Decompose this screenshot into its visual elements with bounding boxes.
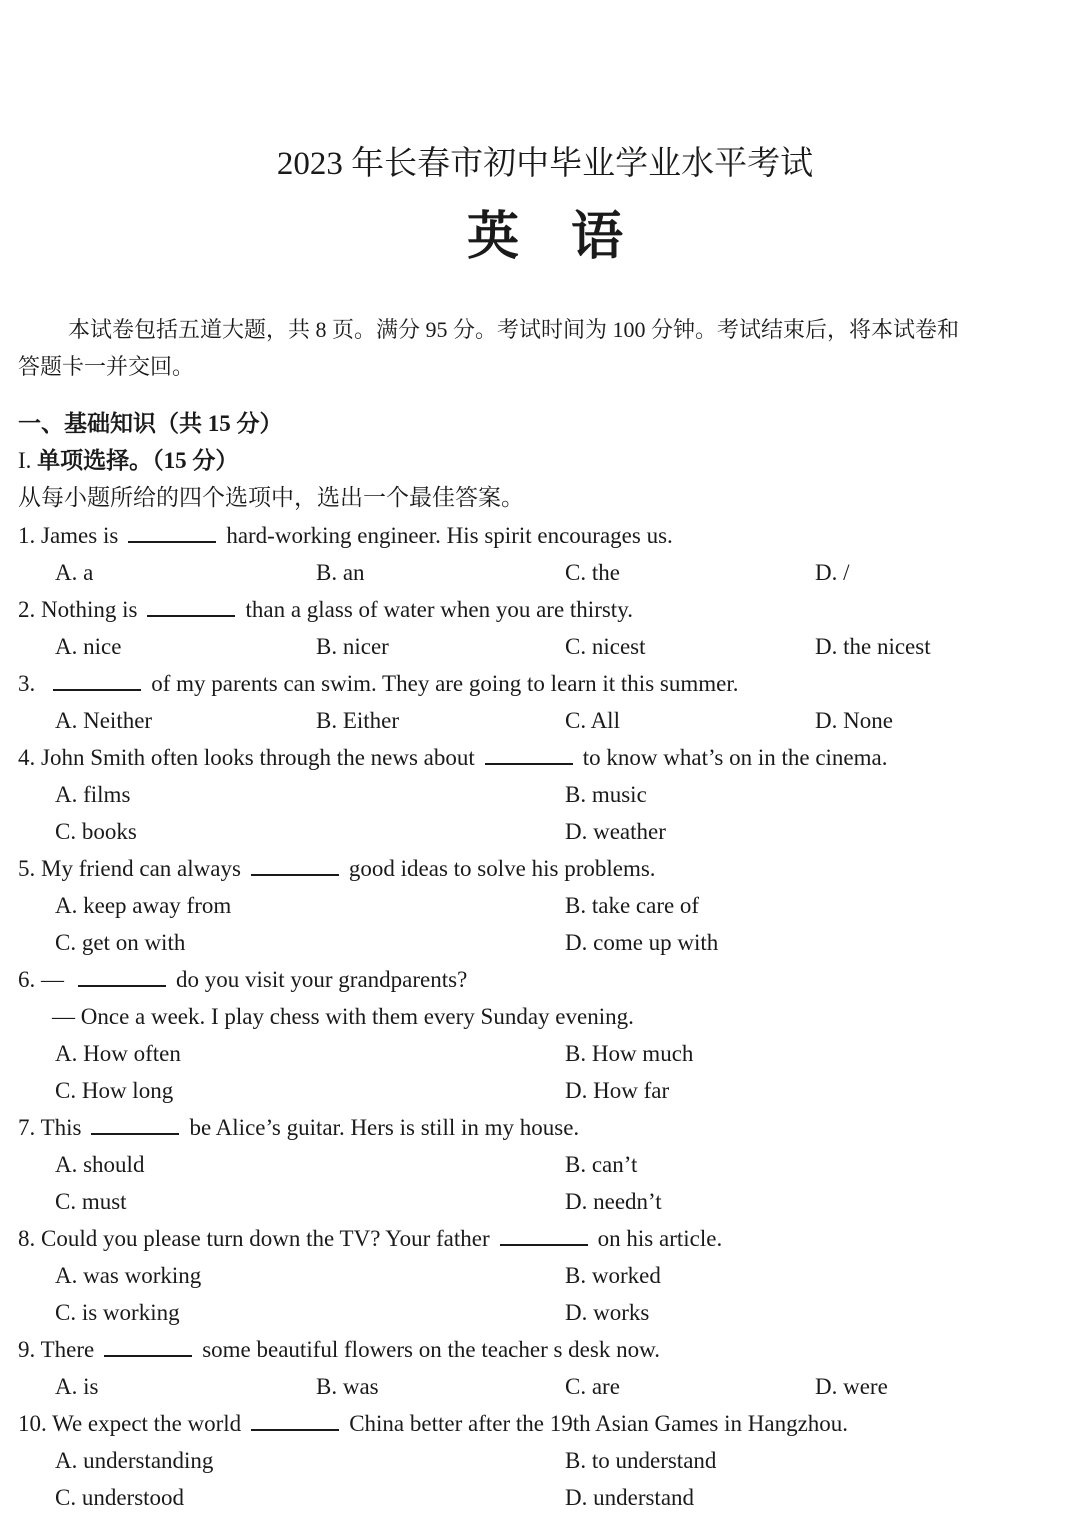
option: D. How far: [565, 1078, 670, 1103]
stem-text: some beautiful flowers on the teacher s desk now.: [202, 1337, 660, 1362]
stem-text: 9. There: [18, 1337, 95, 1362]
option: D. were: [815, 1374, 888, 1399]
option: A. films: [55, 782, 131, 807]
option: C. understood: [55, 1485, 185, 1510]
option: B. an: [316, 560, 365, 585]
option: C. How long: [55, 1078, 174, 1103]
option: B. music: [565, 782, 647, 807]
answer-blank: [78, 963, 166, 987]
part-title: 单项选择。（15 分）: [37, 448, 239, 473]
option: C. the: [565, 560, 620, 585]
option: D. /: [815, 560, 850, 585]
instruction: 从每小题所给的四个选项中，选出一个最佳答案。: [18, 485, 524, 510]
question-stem: [18, 963, 467, 997]
answer-blank: [251, 852, 339, 876]
stem-text: 10. We expect the world: [18, 1411, 242, 1436]
answer-blank: [53, 667, 141, 691]
option: D. the nicest: [815, 634, 931, 659]
stem-text: to know what’s on in the cinema.: [582, 745, 888, 770]
question-stem: [18, 593, 633, 627]
question-stem: [18, 519, 673, 553]
stem-text: 6. —: [18, 967, 64, 992]
option: B. nicer: [316, 634, 389, 659]
option: D. works: [565, 1300, 650, 1325]
stem-text: 2. Nothing is: [18, 597, 138, 622]
stem-text: 3.: [18, 671, 36, 696]
question-stem: [18, 852, 656, 886]
option: C. is working: [55, 1300, 180, 1325]
question-reply: — Once a week. I play chess with them every Sunday evening.: [52, 1004, 634, 1029]
option: A. understanding: [55, 1448, 214, 1473]
answer-blank: [104, 1333, 192, 1357]
answer-blank: [91, 1111, 179, 1135]
question-stem: [18, 1111, 579, 1145]
option: A. keep away from: [55, 893, 232, 918]
option: B. Either: [316, 708, 400, 733]
option: A. How often: [55, 1041, 181, 1066]
option: B. take care of: [565, 893, 700, 918]
option: D. understand: [565, 1485, 695, 1510]
option: B. can’t: [565, 1152, 638, 1177]
option: A. a: [55, 560, 94, 585]
intro-line-2: 答题卡一并交回。: [18, 354, 195, 379]
option: D. needn’t: [565, 1189, 662, 1214]
stem-text: of my parents can swim. They are going to learn it this summer.: [151, 671, 739, 696]
stem-text: China better after the 19th Asian Games in Hangzhou.: [349, 1411, 849, 1436]
stem-text: be Alice’s guitar. Hers is still in my house.: [189, 1115, 580, 1140]
stem-text: hard-working engineer. His spirit encourages us.: [226, 523, 673, 548]
option: D. come up with: [565, 930, 719, 955]
option: A. is: [55, 1374, 99, 1399]
option: D. weather: [565, 819, 666, 844]
stem-text: do you visit your grandparents?: [176, 967, 468, 992]
option: A. nice: [55, 634, 122, 659]
option: C. are: [565, 1374, 620, 1399]
stem-text: 4. John Smith often looks through the news about: [18, 745, 475, 770]
question-stem: [18, 1333, 660, 1367]
question-stem: [18, 1222, 722, 1256]
option: B. worked: [565, 1263, 661, 1288]
stem-text: than a glass of water when you are thirsty.: [245, 597, 633, 622]
question-stem: [18, 741, 887, 775]
answer-blank: [251, 1407, 339, 1431]
option: B. was: [316, 1374, 379, 1399]
section-heading: 一、基础知识（共 15 分）: [18, 411, 283, 436]
answer-blank: [128, 519, 216, 543]
option: A. Neither: [55, 708, 153, 733]
stem-text: 5. My friend can always: [18, 856, 241, 881]
intro-line-1: 本试卷包括五道大题，共 8 页。满分 95 分。考试时间为 100 分钟。考试结束后，将本试卷和: [68, 317, 960, 342]
answer-blank: [485, 741, 573, 765]
option: A. was working: [55, 1263, 202, 1288]
option: B. to understand: [565, 1448, 717, 1473]
option: C. must: [55, 1189, 127, 1214]
option: C. nicest: [565, 634, 646, 659]
stem-text: good ideas to solve his problems.: [348, 856, 656, 881]
option: C. books: [55, 819, 137, 844]
stem-text: 8. Could you please turn down the TV? Your father: [18, 1226, 490, 1251]
question-stem: [18, 667, 738, 701]
answer-blank: [500, 1222, 588, 1246]
part-number: I.: [18, 448, 32, 473]
question-stem: [18, 1407, 848, 1441]
stem-text: on his article.: [597, 1226, 723, 1251]
subject-title: 英语: [466, 209, 675, 266]
stem-text: 7. This: [18, 1115, 82, 1140]
part-heading: [18, 444, 238, 478]
option: D. None: [815, 708, 893, 733]
exam-title: 2023 年长春市初中毕业学业水平考试: [276, 146, 814, 182]
stem-text: 1. James is: [18, 523, 119, 548]
option: A. should: [55, 1152, 145, 1177]
option: C. get on with: [55, 930, 186, 955]
option: C. All: [565, 708, 620, 733]
option: B. How much: [565, 1041, 694, 1066]
answer-blank: [147, 593, 235, 617]
